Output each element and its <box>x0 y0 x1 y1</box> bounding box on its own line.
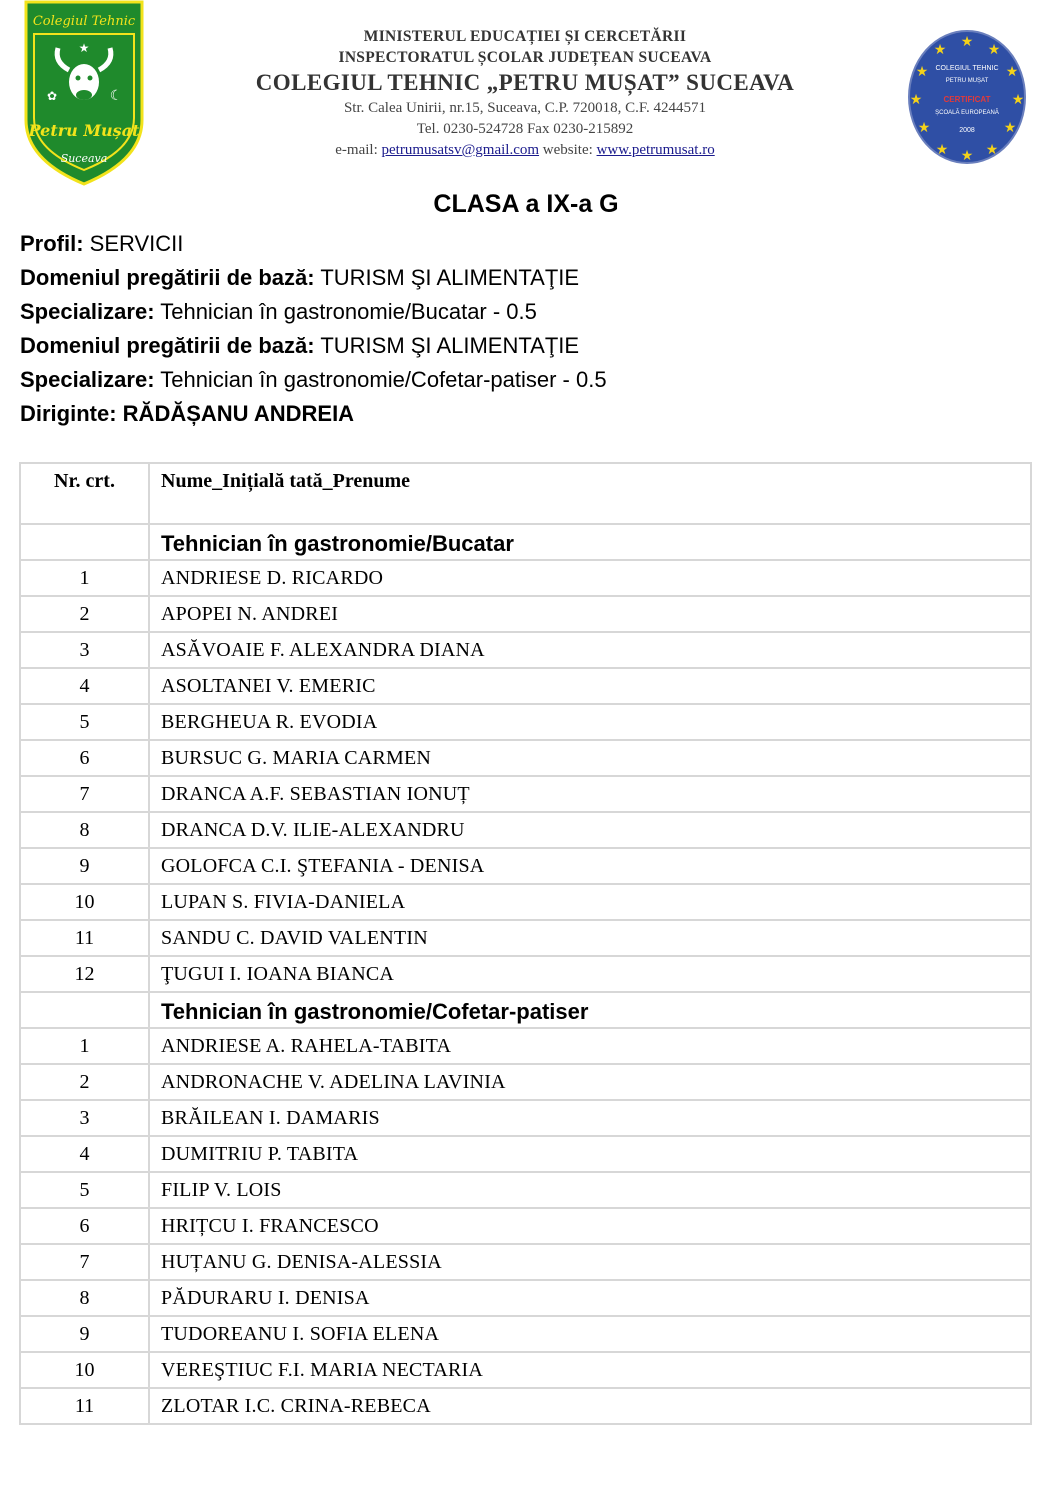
european-school-seal-logo <box>906 28 1028 166</box>
row-number: 11 <box>20 920 149 956</box>
row-number: 8 <box>20 1280 149 1316</box>
table-body <box>20 524 1031 1424</box>
table-row <box>20 632 1031 668</box>
student-name: DRANCA D.V. ILIE-ALEXANDRU <box>149 812 1031 848</box>
table-row <box>20 812 1031 848</box>
table-row <box>20 596 1031 632</box>
row-number: 4 <box>20 1136 149 1172</box>
seal-text-year: 2008 <box>959 127 975 134</box>
table-row <box>20 704 1031 740</box>
student-name: APOPEI N. ANDREI <box>149 596 1031 632</box>
row-number: 3 <box>20 632 149 668</box>
student-name: ANDRIESE D. RICARDO <box>149 560 1031 596</box>
crest-text-top: Colegiul Tehnic <box>32 14 136 29</box>
svg-text:★: ★ <box>960 147 974 163</box>
student-name: ANDRONACHE V. ADELINA LAVINIA <box>149 1064 1031 1100</box>
table-row <box>20 956 1031 992</box>
seal-text-top: COLEGIUL TEHNIC <box>935 65 999 72</box>
meta-domain-2: Domeniul pregătirii de bază: TURISM ŞI ALIMENTAŢIE <box>20 333 580 358</box>
section-header-row <box>20 992 1031 1028</box>
row-number: 9 <box>20 1316 149 1352</box>
student-name: TUDOREANU I. SOFIA ELENA <box>149 1316 1031 1352</box>
row-number: 11 <box>20 1388 149 1424</box>
row-number: 12 <box>20 956 149 992</box>
student-name: HUȚANU G. DENISA-ALESSIA <box>149 1244 1031 1280</box>
meta-specialization-2: Specializare: Tehnician în gastronomie/Cofetar-patiser - 0.5 <box>20 367 607 392</box>
student-name: ZLOTAR I.C. CRINA-REBECA <box>149 1388 1031 1424</box>
table-row <box>20 1208 1031 1244</box>
row-number: 7 <box>20 776 149 812</box>
row-number: 10 <box>20 884 149 920</box>
student-name: PĂDURARU I. DENISA <box>149 1280 1031 1316</box>
row-number: 1 <box>20 560 149 596</box>
section-title: Tehnician în gastronomie/Cofetar-patiser <box>149 992 1031 1028</box>
student-name: BERGHEUA R. EVODIA <box>149 704 1031 740</box>
table-row <box>20 920 1031 956</box>
student-name: SANDU C. DAVID VALENTIN <box>149 920 1031 956</box>
table-row <box>20 776 1031 812</box>
ministry-line: MINISTERUL EDUCAȚIEI ȘI CERCETĂRII <box>363 28 687 45</box>
row-number: 8 <box>20 812 149 848</box>
row-number: 4 <box>20 668 149 704</box>
svg-text:★: ★ <box>1005 63 1019 79</box>
student-name: ASĂVOAIE F. ALEXANDRA DIANA <box>149 632 1031 668</box>
student-name: ASOLTANEI V. EMERIC <box>149 668 1031 704</box>
student-name: ANDRIESE A. RAHELA-TABITA <box>149 1028 1031 1064</box>
seal-text-sub: PETRU MUȘAT <box>945 78 989 84</box>
student-name: BRĂILEAN I. DAMARIS <box>149 1100 1031 1136</box>
row-number: 6 <box>20 740 149 776</box>
moon-icon: ☾ <box>109 87 123 103</box>
student-name: LUPAN S. FIVIA-DANIELA <box>149 884 1031 920</box>
table-row <box>20 1064 1031 1100</box>
row-number: 7 <box>20 1244 149 1280</box>
email-label: e-mail: <box>335 142 378 158</box>
row-number: 2 <box>20 596 149 632</box>
student-name: DRANCA A.F. SEBASTIAN IONUȚ <box>149 776 1031 812</box>
svg-text:★: ★ <box>987 41 1001 57</box>
row-number: 10 <box>20 1352 149 1388</box>
star-icon: ★ <box>78 41 90 55</box>
section-nr-cell <box>20 992 149 1028</box>
crest-text-mid: Petru Mușat <box>28 121 140 140</box>
svg-text:★: ★ <box>915 63 929 79</box>
section-title: Tehnician în gastronomie/Bucatar <box>149 524 1031 560</box>
rose-icon: ✿ <box>46 89 58 103</box>
class-title: CLASA a IX-a G <box>433 190 619 218</box>
student-table <box>19 462 1032 1425</box>
table-row <box>20 848 1031 884</box>
student-name: ŢUGUI I. IOANA BIANCA <box>149 956 1031 992</box>
table-row <box>20 1280 1031 1316</box>
section-nr-cell <box>20 524 149 560</box>
inspectorate-line: INSPECTORATUL ȘCOLAR JUDEȚEAN SUCEAVA <box>338 49 712 66</box>
seal-text-euro: ȘCOALĂ EUROPEANĂ <box>935 110 999 116</box>
svg-text:★: ★ <box>917 119 931 135</box>
row-number: 2 <box>20 1064 149 1100</box>
website-link[interactable]: www.petrumusat.ro <box>596 142 715 158</box>
phone-line: Tel. 0230-524728 Fax 0230-215892 <box>416 121 634 137</box>
crest-text-bottom: Suceava <box>60 152 108 165</box>
row-number: 5 <box>20 704 149 740</box>
meta-domain-1: Domeniul pregătirii de bază: TURISM ŞI ALIMENTAŢIE <box>20 265 580 290</box>
row-number: 5 <box>20 1172 149 1208</box>
svg-text:★: ★ <box>1003 119 1017 135</box>
svg-text:★: ★ <box>935 141 949 157</box>
website-label: website: <box>542 142 593 158</box>
col-header-name: Nume_Inițială tată_Prenume <box>149 463 1031 524</box>
row-number: 1 <box>20 1028 149 1064</box>
table-row <box>20 1136 1031 1172</box>
svg-text:★: ★ <box>960 33 974 49</box>
seal-text-cert: CERTIFICAT <box>943 95 991 104</box>
svg-text:★: ★ <box>985 141 999 157</box>
table-row <box>20 1172 1031 1208</box>
table-row <box>20 1028 1031 1064</box>
school-crest-logo <box>22 0 146 186</box>
table-row <box>20 560 1031 596</box>
table-row <box>20 1100 1031 1136</box>
col-header-nr: Nr. crt. <box>20 463 149 524</box>
section-header-row <box>20 524 1031 560</box>
contact-line <box>200 140 850 161</box>
student-name: DUMITRIU P. TABITA <box>149 1136 1031 1172</box>
table-row <box>20 884 1031 920</box>
svg-text:★: ★ <box>909 91 923 107</box>
svg-text:★: ★ <box>1011 91 1025 107</box>
school-letterhead <box>200 26 850 161</box>
table-row <box>20 1352 1031 1388</box>
row-number: 9 <box>20 848 149 884</box>
meta-profile: Profil: SERVICII <box>20 231 184 256</box>
table-row <box>20 668 1031 704</box>
row-number: 3 <box>20 1100 149 1136</box>
table-row <box>20 1244 1031 1280</box>
table-header-row <box>20 463 1031 524</box>
student-name: FILIP V. LOIS <box>149 1172 1031 1208</box>
email-link[interactable]: petrumusatsv@gmail.com <box>381 142 540 158</box>
class-meta <box>20 228 607 432</box>
table-row <box>20 740 1031 776</box>
svg-text:★: ★ <box>933 41 947 57</box>
school-name: COLEGIUL TEHNIC „PETRU MUȘAT” SUCEAVA <box>255 70 795 95</box>
student-name: HRIȚCU I. FRANCESCO <box>149 1208 1031 1244</box>
row-number: 6 <box>20 1208 149 1244</box>
meta-homeroom-teacher: Diriginte: RĂDĂȘANU ANDREIA <box>20 401 355 426</box>
student-name: GOLOFCA C.I. ŞTEFANIA - DENISA <box>149 848 1031 884</box>
table-row <box>20 1316 1031 1352</box>
student-name: VEREŞTIUC F.I. MARIA NECTARIA <box>149 1352 1031 1388</box>
table-row <box>20 1388 1031 1424</box>
student-name: BURSUC G. MARIA CARMEN <box>149 740 1031 776</box>
address-line: Str. Calea Unirii, nr.15, Suceava, C.P. 720018, C.F. 4244571 <box>343 100 707 116</box>
meta-specialization-1: Specializare: Tehnician în gastronomie/Bucatar - 0.5 <box>20 299 537 324</box>
